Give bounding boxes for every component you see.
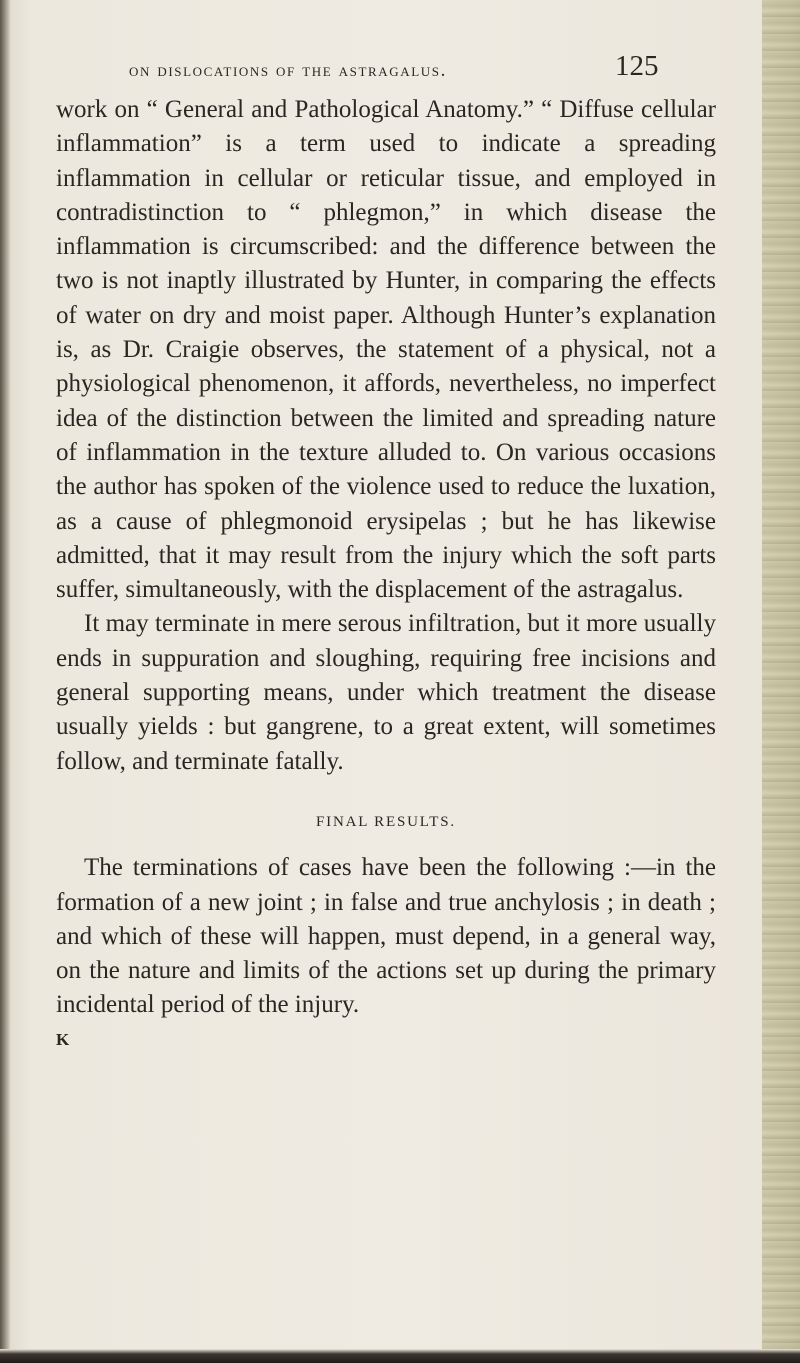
paragraph: It may terminate in mere serous infiltration, but it more usually ends in suppuration and sloughing, requiring free incisions and general supporting means, under which treatment the disease usually yields : but gangrene, to a great extent, will sometimes follow, and terminate fatally.	[56, 610, 716, 775]
page-number: 125	[615, 50, 659, 82]
signature-mark: K	[56, 1029, 70, 1049]
page-gutter-shadow	[0, 0, 10, 1363]
paragraph: The terminations of cases have been the following :—in the formation of a new joint ; in false and true anchylosis ; in death ; and which of these will happen, must depend, in a general way, on the nature and limits of the actions set up during the primary incidental period of the injury.	[56, 854, 716, 1019]
page-bottom-edge	[0, 1349, 800, 1363]
section-heading: FINAL RESULTS.	[316, 813, 456, 830]
body-text	[56, 93, 716, 1057]
paragraph: work on “ General and Pathological Anatomy.” “ Diffuse cellular inflammation” is a term used to indicate a spreading inflammation in cellular or reticular tissue, and employed in contradistinction to “ phlegmon,” in which disease the inflammation is circumscribed: and the difference between the two is not inaptly illustrated by Hunter, in comparing the effects of water on dry and moist paper. Although Hunter’s explanation is, as Dr. Craigie observes, the statement of a physical, not a physiological phenomenon, it affords, nevertheless, no imperfect idea of the distinction between the limited and spreading nature of inflammation in the texture alluded to. On various occasions the author has spoken of the violence used to reduce the luxation, as a cause of phlegmonoid erysipelas ; but he has likewise admitted, that it may result from the injury which the soft parts suffer, simultaneously, with the displacement of the astragalus.	[56, 96, 716, 604]
page-edge-backing	[762, 0, 800, 1363]
running-head: on dislocations of the astragalus.	[129, 60, 447, 81]
